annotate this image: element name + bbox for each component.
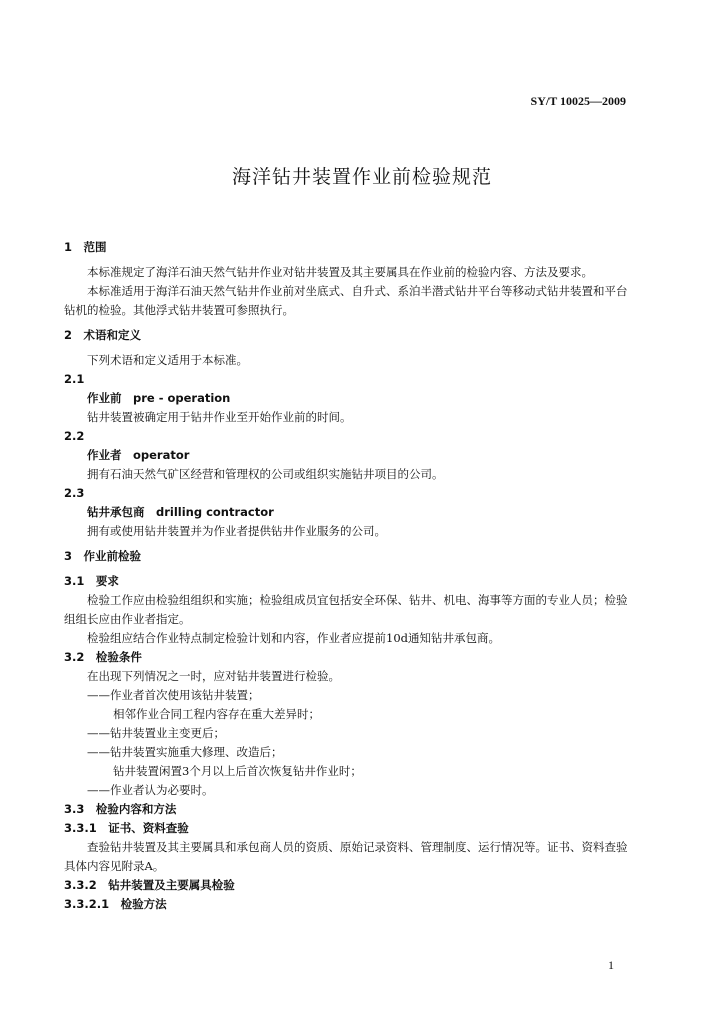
section-h1: 2 术语和定义 (64, 328, 142, 342)
section-p: 本标准适用于海洋石油天然气钻井作业前对坐底式、自升式、系泊半潜式钻井平台等移动式钻井装置和平台钻机的检验。其他浮式钻井装置可参照执行。 (64, 284, 628, 317)
section-li2: 钻井装置闲置3个月以上后首次恢复钻井作业时； (113, 764, 362, 778)
page-number: 1 (608, 958, 614, 972)
section-li: ——作业者首次使用该钻井装置； (87, 688, 260, 702)
section-term-def: 钻井装置被确定用于钻井作业至开始作业前的时间。 (87, 410, 352, 424)
term-label: 钻井承包商 drilling contractor (87, 505, 274, 519)
section-term (64, 503, 630, 522)
section-term-def: 拥有或使用钻井装置并为作业者提供钻井作业服务的公司。 (87, 524, 386, 538)
section-h2: 3.3.1 证书、资料查验 (64, 821, 189, 835)
section-term-def: 拥有石油天然气矿区经营和管理权的公司或组织实施钻井项目的公司。 (87, 467, 444, 481)
section-term (64, 389, 630, 408)
section-li: ——作业者认为必要时。 (87, 783, 214, 797)
document-title: 海洋钻井装置作业前检验规范 (231, 166, 492, 188)
section-p: 查验钻井装置及其主要属具和承包商人员的资质、原始记录资料、管理制度、运行情况等。证书、资料查验具体内容见附录A。 (64, 840, 628, 873)
section-p: 下列术语和定义适用于本标准。 (87, 353, 248, 367)
section-h2: 3.2 检验条件 (64, 650, 142, 664)
section-p: 检验组应结合作业特点制定检验计划和内容，作业者应提前10d通知钻井承包商。 (87, 631, 500, 645)
section-h2: 2.1 (64, 372, 85, 386)
section-p: 本标准规定了海洋石油天然气钻井作业对钻井装置及其主要属具在作业前的检验内容、方法及要求。 (87, 265, 593, 279)
section-h1: 3 作业前检验 (64, 549, 142, 563)
section-li: ——钻井装置实施重大修理、改造后； (87, 745, 283, 759)
section-h2: 2.3 (64, 486, 85, 500)
term-label: 作业者 operator (87, 448, 190, 462)
section-h1: 1 范围 (64, 240, 107, 254)
document-body (64, 232, 630, 914)
section-p: 检验工作应由检验组组织和实施；检验组成员宜包括安全环保、钻井、机电、海事等方面的专业人员；检验组组长应由作业者指定。 (64, 593, 628, 626)
section-h2: 3.3.2.1 检验方法 (64, 897, 167, 911)
section-h2: 2.2 (64, 429, 85, 443)
term-label: 作业前 pre - operation (87, 391, 231, 405)
section-h2: 3.3 检验内容和方法 (64, 802, 177, 816)
section-term (64, 446, 630, 465)
section-li: ——钻井装置业主变更后； (87, 726, 225, 740)
standard-number: SY/T 10025—2009 (530, 94, 626, 108)
section-h2: 3.1 要求 (64, 574, 119, 588)
section-p: 在出现下列情况之一时，应对钻井装置进行检验。 (87, 669, 340, 683)
section-h2: 3.3.2 钻井装置及主要属具检验 (64, 878, 235, 892)
section-li2: 相邻作业合同工程内容存在重大差异时； (113, 707, 320, 721)
